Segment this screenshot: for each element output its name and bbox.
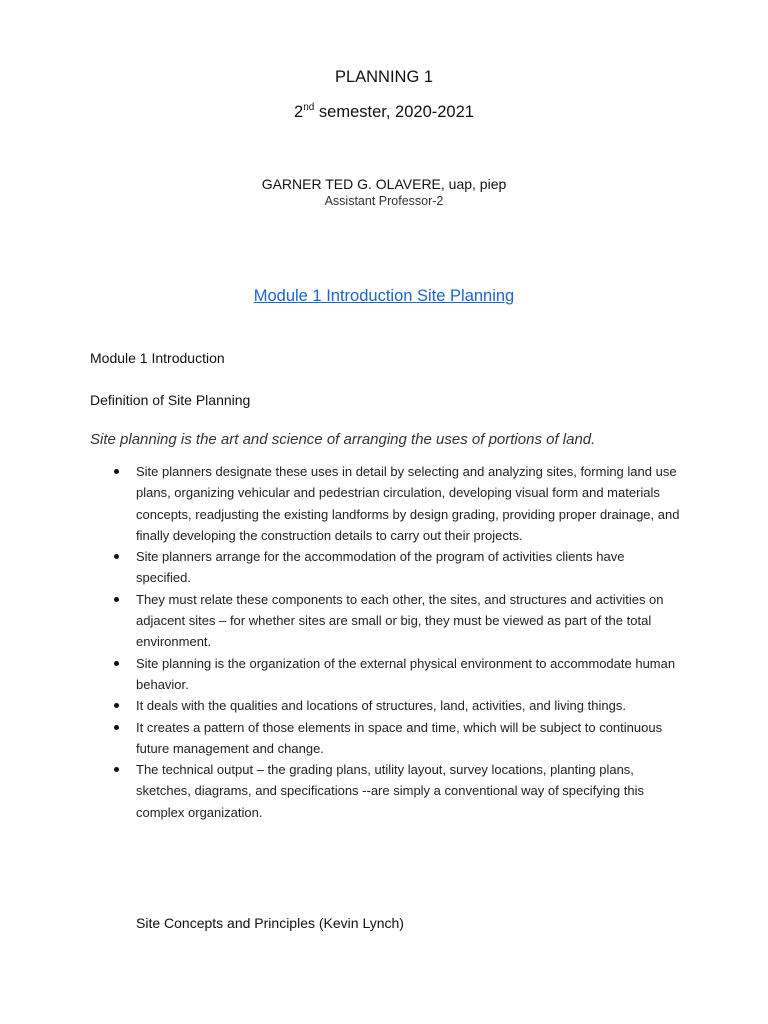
bullet-icon: [114, 554, 119, 559]
list-item-text: The technical output – the grading plans, utility layout, survey locations, planting plans, sketches, diagrams, and specifications --are simply a conventional way of specifying this complex organization.: [136, 762, 644, 820]
concepts-heading: Site Concepts and Principles (Kevin Lynch): [136, 915, 404, 931]
module-link[interactable]: Module 1 Introduction Site Planning: [253, 287, 515, 305]
list-item: [0, 653, 681, 696]
definition-text: Site planning is the art and science of arranging the uses of portions of land.: [90, 431, 596, 448]
bullet-icon: [114, 597, 119, 602]
bullet-icon: [114, 661, 119, 666]
list-item: [0, 717, 681, 760]
list-item-text: It creates a pattern of those elements in space and time, which will be subject to continuous future management and change.: [136, 719, 663, 756]
semester-text: semester, 2020-2021: [314, 103, 474, 121]
author-name: GARNER TED G. OLAVERE, uap, piep: [261, 176, 507, 192]
list-item-text: Site planners arrange for the accommodation of the program of activities clients have specified.: [136, 549, 625, 586]
list-item-text: They must relate these components to each other, the sites, and structures and activities on adjacent sites – for whether sites are small or big, they must be viewed as part of the total environment.: [136, 591, 664, 650]
semester-ordinal: 2: [294, 103, 304, 121]
bullet-list: [0, 461, 768, 823]
author-role: Assistant Professor-2: [324, 194, 444, 208]
course-title: PLANNING 1: [334, 68, 434, 86]
list-item: [0, 546, 681, 589]
list-item: [0, 461, 681, 546]
semester-line: [0, 101, 768, 123]
list-item: [0, 695, 681, 716]
bullet-icon: [114, 767, 119, 772]
definition-heading: Definition of Site Planning: [90, 392, 251, 408]
bullet-icon: [114, 469, 119, 474]
list-item-text: It deals with the qualities and locations of structures, land, activities, and living things.: [136, 698, 626, 714]
intro-heading: Module 1 Introduction: [90, 350, 225, 366]
list-item: [0, 589, 681, 653]
bullet-icon: [114, 725, 119, 730]
bullet-icon: [114, 703, 119, 708]
list-item-text: Site planning is the organization of the external physical environment to accommodate human behavior.: [136, 655, 676, 692]
semester-suffix: nd: [303, 101, 315, 113]
list-item-text: Site planners designate these uses in detail by selecting and analyzing sites, forming land use plans, organizing vehicular and pedestrian circulation, developing visual form and materials concepts, readjusting the existing landforms by design grading, providing proper drainage, and finally developing the construction details to carry out their projects.: [136, 464, 680, 543]
list-item: [0, 759, 681, 823]
